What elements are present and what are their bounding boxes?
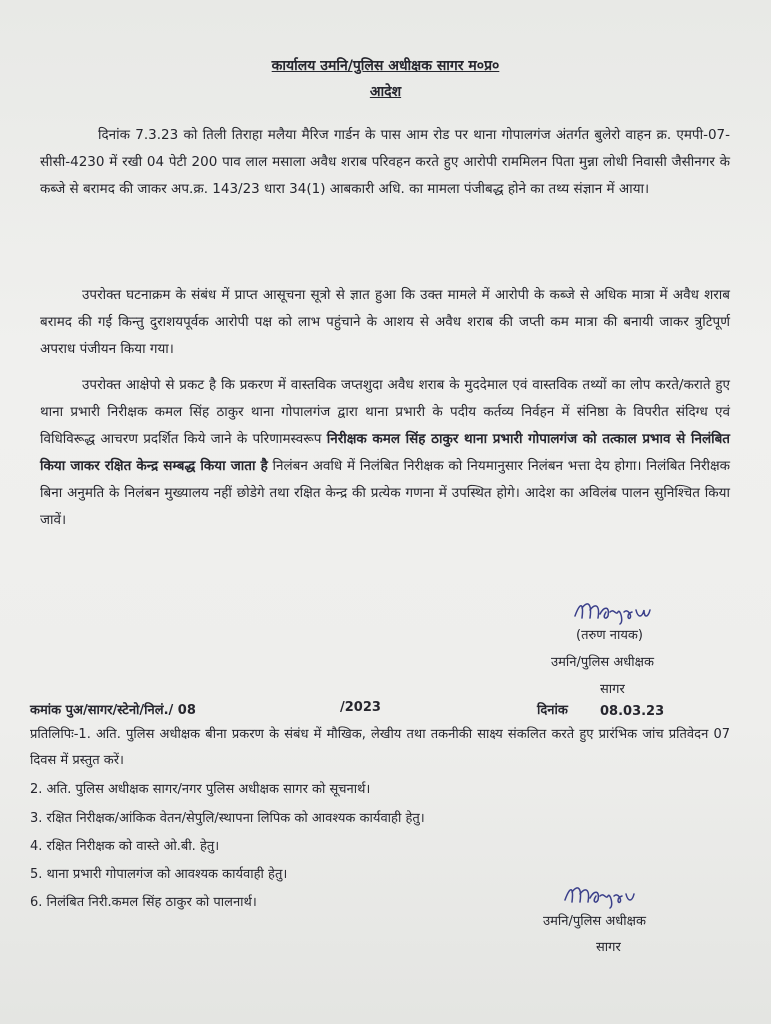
copy-item-1: प्रतिलिपिः-1. अति. पुलिस अधीक्षक बीना प्रकरण के संबंध में मौखिक, लेखीय तथा तकनीकी साक्ष्य संकलित करते हुए प्रारंभिक जांच प्रतिवेदन 07 दिवस में प्रस्तुत करें। bbox=[30, 727, 730, 768]
signatory2-place: सागर bbox=[596, 940, 621, 955]
suspension-order-bold: निरीक्षक कमल सिंह ठाकुर थाना प्रभारी गोपालगंज को तत्काल प्रभाव से निलंबित किया जाकर रक्षित केन्द्र सम्बद्ध किया जाता है bbox=[40, 431, 730, 474]
suspension-text-end: निलंबन अवधि में निलंबित निरीक्षक को नियमानुसार निलंबन भत्ता देय होगा। निलंबित निरीक्षक बिना अनुमति के निलंबन मुख्यालय नहीं छोडेगे तथा रक्षित केन्द्र की प्रत्येक गणना में उपस्थित होगे। आदेश का अविलंब पालन सुनिश्चित किया जावें। bbox=[40, 458, 731, 528]
paragraph-incident: दिनांक 7.3.23 को तिली तिराहा मलैया मैरिज गार्डन के पास आम रोड पर थाना गोपालगंज अंतर्गत बुलेरो वाहन क्र. एमपी-07-सीसी-4230 में रखी 04 पेटी 200 पाव लाल मसाला अवैध शराब परिवहन करते हुए आरोपी राममिलन पिता मुन्ना लोधी निवासी जैसीनगर के कब्जे से बरामद की जाकर अप.क्र. 143/23 धारा 34(1) आबकारी अधि. का मामला पंजीबद्ध होने का तथ्य संज्ञान में आया। bbox=[40, 127, 730, 197]
signatory-name: (तरुण नायक) bbox=[576, 628, 643, 643]
office-header: कार्यालय उमनि/पुलिस अधीक्षक सागर म०प्र० bbox=[271, 58, 500, 74]
signatory-place: सागर bbox=[600, 682, 625, 697]
dispatch-number: कमांक पुअ/सागर/स्टेनो/निलं./ 08 bbox=[30, 703, 196, 718]
copy-item-4: 4. रक्षित निरीक्षक को वास्ते ओ.बी. हेतु। bbox=[30, 839, 220, 854]
paragraph-suspension bbox=[40, 372, 730, 534]
copy-item-5: 5. थाना प्रभारी गोपालगंज को आवश्यक कार्यवाही हेतु। bbox=[30, 867, 288, 882]
dispatch-year: /2023 bbox=[340, 700, 381, 715]
copy-item-2: 2. अति. पुलिस अधीक्षक सागर/नगर पुलिस अधीक्षक सागर को सूचनार्थ। bbox=[30, 782, 371, 797]
paragraph-intelligence: उपरोक्त घटनाक्रम के संबंध में प्राप्त आसूचना सूत्रो से ज्ञात हुआ कि उक्त मामले में आरोपी के कब्जे से अधिक मात्रा में अवैध शराब बरामद की गई किन्तु दुराशयपूर्वक आरोपी पक्ष को लाभ पहुंचाने के आशय से अवैध शराब की जप्ती कम मात्रा की बनायी जाकर त्रुटिपूर्ण अपराध पंजीयन किया गया। bbox=[40, 287, 730, 357]
dispatch-date: 08.03.23 bbox=[600, 704, 665, 719]
suspension-text-start: उपरोक्त आक्षेपो से प्रकट है कि प्रकरण में वास्तविक जप्तशुदा अवैध शराब के मुददेमाल एवं वास्तविक तथ्यों का लोप करते/कराते हुए थाना प्रभारी निरीक्षक कमल सिंह ठाकुर थाना गोपालगंज द्वारा थाना प्रभारी के पदीय कर्तव्य निर्वहन में संनिष्ठा के विपरीत संदिग्ध एवं विधिविरूद्ध आचरण प्रदर्शित किये जाने के परिणामस्वरूप bbox=[40, 377, 730, 447]
signatory2-designation: उमनि/पुलिस अधीक्षक bbox=[543, 914, 646, 929]
copy-item-6: 6. निलंबित निरी.कमल सिंह ठाकुर को पालनार्थ। bbox=[30, 895, 257, 910]
order-title: आदेश bbox=[369, 84, 402, 100]
signatory-designation: उमनि/पुलिस अधीक्षक bbox=[551, 655, 654, 670]
dispatch-date-label: दिनांक bbox=[537, 703, 568, 718]
handwritten-signature-2 bbox=[560, 878, 650, 912]
copy-item-3: 3. रक्षित निरीक्षक/आंकिक वेतन/सेपुलि/स्थापना लिपिक को आवश्यक कार्यवाही हेतु। bbox=[30, 811, 425, 826]
